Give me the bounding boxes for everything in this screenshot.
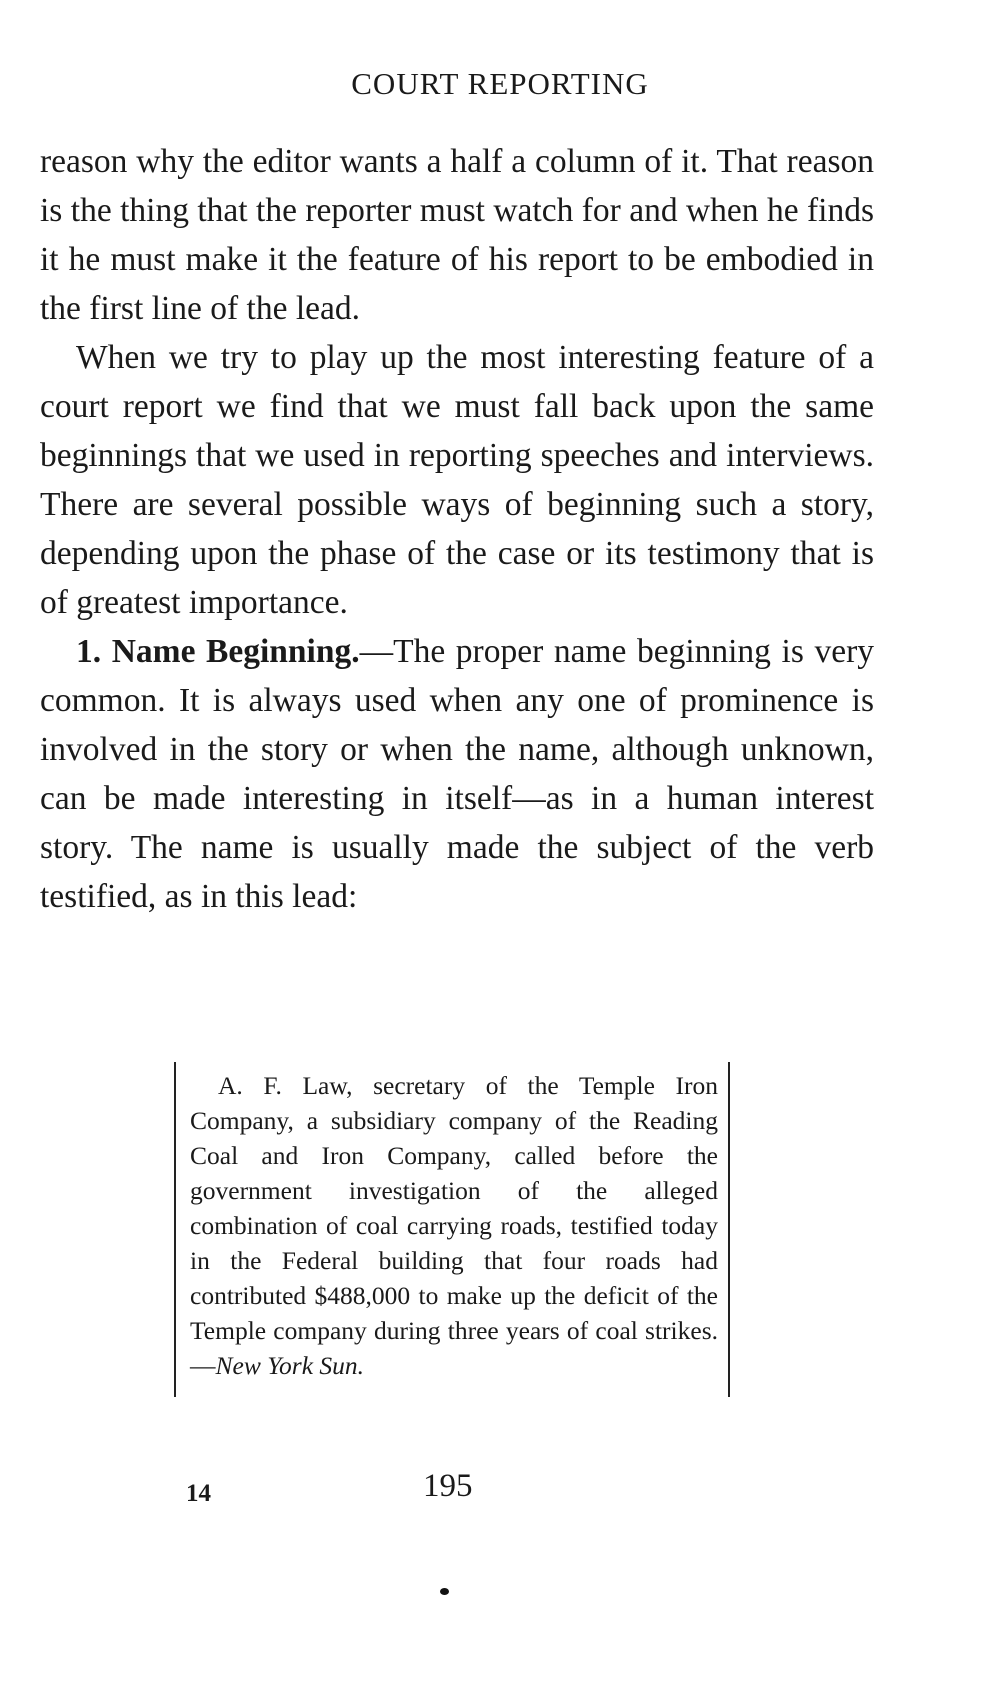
section-heading: 1. Name Beginning.	[76, 633, 360, 670]
signature-mark: 14	[186, 1480, 211, 1507]
running-head: COURT REPORTING	[351, 66, 649, 101]
paragraph-continued: reason why the editor wants a half a column of it. That reason is the thing that the reporter must watch for and when he finds it he must make it the feature of his report to be embodied in the first line of the lead.	[40, 143, 874, 327]
quote-source: New York Sun.	[215, 1351, 365, 1380]
quote-text: A. F. Law, secretary of the Temple Iron Company, a subsidiary company of the Reading Coal and Iron Company, called before the government investigation of the alleged combination of coal carrying roads, testified today in the Federal building that four roads had contributed $488,000 to make up the deficit of the Temple company during three years of coal strikes.—	[190, 1071, 718, 1380]
ink-speck	[440, 1588, 449, 1595]
paragraph-feature: When we try to play up the most interesting feature of a court report we find that we must fall back upon the same beginnings that we used in reporting speeches and interviews. There are several possible ways of beginning such a story, depending upon the phase of the case or its testimony that is of greatest importance.	[40, 339, 874, 621]
quote-body	[190, 1068, 718, 1383]
page-number: 195	[423, 1468, 473, 1504]
example-lead-quote	[174, 1062, 730, 1397]
section-text: —The proper name beginning is very common. It is always used when any one of prominence is involved in the story or when the name, although unknown, can be made interesting in itself—as in a human interest story. The name is usually made the subject of the verb testified, as in this lead:	[40, 633, 874, 915]
body-text	[40, 137, 874, 921]
paragraph-name-beginning	[40, 627, 874, 921]
